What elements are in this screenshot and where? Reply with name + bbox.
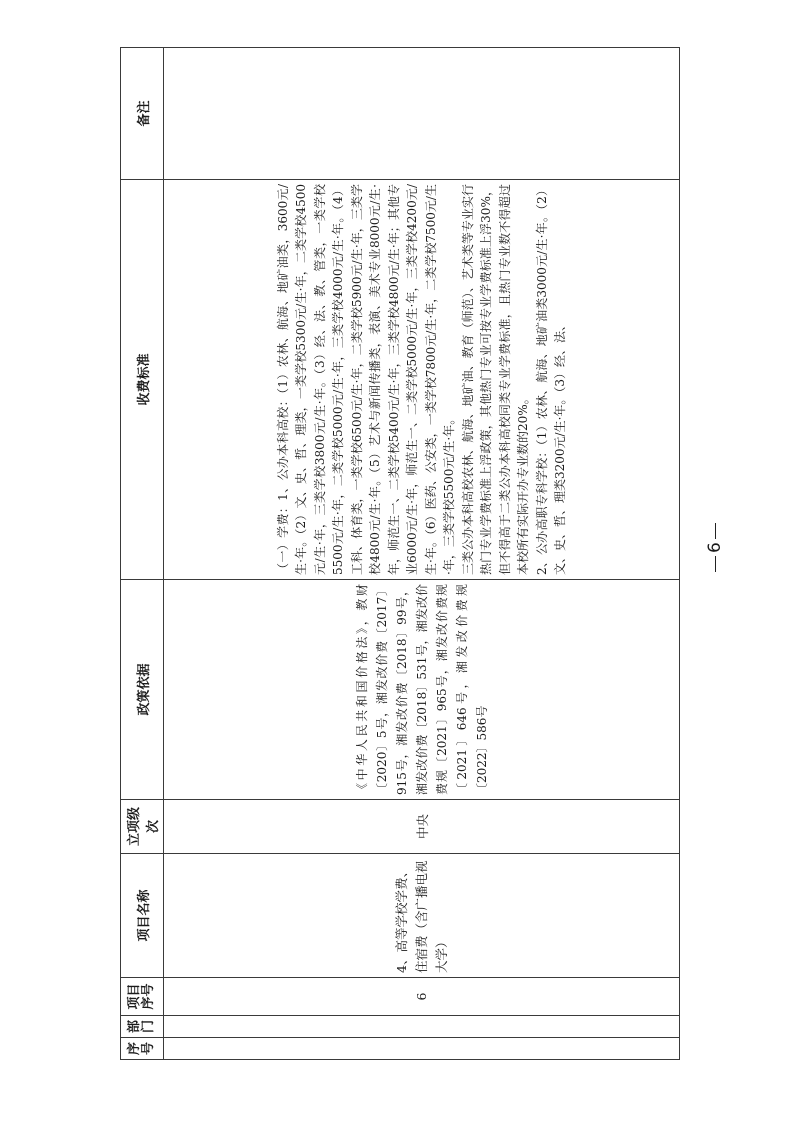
cell-item-seq: 6 [164,978,680,1016]
page-number-text: 6 [705,542,725,553]
header-seq: 序号 [121,1038,164,1060]
cell-level: 中央 [164,800,680,854]
table-row [164,48,680,1060]
fee-standard-paragraph-3: 2、公办高职专科学校：（1）农林、航海、地矿油类3000元/生·年。（2）文、史、哲、理类3200元/生·年。（3）经、法、 [534,184,567,575]
header-dept: 部门 [121,1016,164,1038]
header-policy: 政策依据 [121,580,164,800]
cell-dept [164,1016,680,1038]
page-dash-right [715,523,716,539]
fee-standard-paragraph-2: 三类公办本科高校农林、航海、地矿油、教育（师范）、艺术类等专业实行热门专业学费标准上浮政策，其他热门专业可按专业学费标准上浮30%，但不得高于二类公办本科高校同类专业学费标准，且热门专业数不得超过本校所有实际开办专业数的20%。 [460,184,530,575]
cell-project-name: 4、高等学校学费、住宿费（含广播电视大学） [164,854,680,978]
header-name: 项目名称 [121,854,164,978]
cell-policy-basis: 《中华人民共和国价格法》，教财〔2020〕5号，湘发改价费〔2017〕915号，湘发改价费〔2018〕99号，湘发改价费〔2018〕531号，湘发改价费规〔2021〕965号，湘发改价费规〔2021〕646号，湘发改价费规〔2022〕586号 [164,580,680,800]
page-number [675,542,755,575]
fee-standard-paragraph-1: （一）学费：1、公办本科高校：（1）农林、航海、地矿油类，3600元/生·年。（2）文、史、哲、理类，一类学校5300元/生·年，二类学校4500元/生·年，三类学校3800元/生·年。（3）经、法、教、管类，一类学校5500元/生·年，二类学校5000元/生·年，三类学校4000元/生·年。（4）工科、体育类，一类学校6500元/生·年，二类学校5900元/生·年，三类学校4800元/生·年。（5）艺术与新闻传播类，表演、美术专业8000元/生·年，师范生一、二类学校5400元/生·年，三类学校4800元/生·年；其他专业6000元/生·年，师范生一、二类学校5000元/生·年，三类学校4200元/生·年。（6）医药、公安类，一类学校7800元/生·年，二类学校7500元/生·年，三类学校5500元/生·年。 [275,184,456,575]
header-level: 立项级次 [121,800,164,854]
page-dash-left [715,556,716,572]
cell-seq [164,1038,680,1060]
table-header-row [121,48,164,1060]
header-standard: 收费标准 [121,180,164,580]
fee-table [120,47,680,1060]
header-item-seq: 项目序号 [121,978,164,1016]
rotated-fee-table-page [120,48,680,1060]
header-note: 备注 [121,48,164,180]
cell-note [164,48,680,180]
cell-fee-standard [164,180,680,580]
